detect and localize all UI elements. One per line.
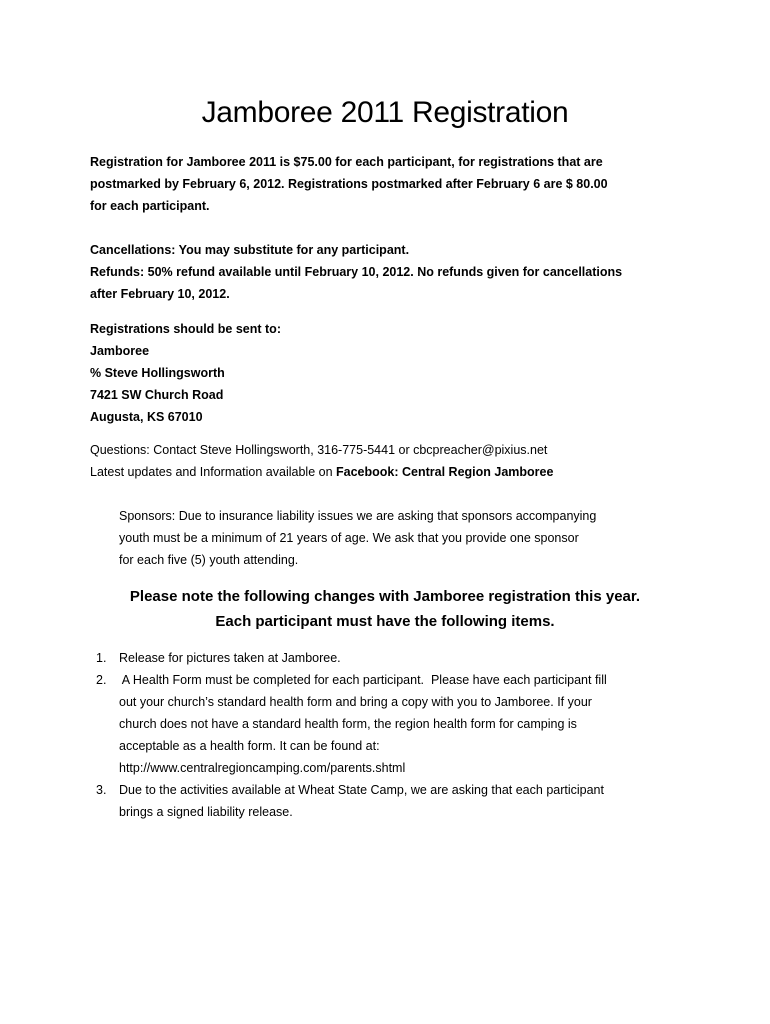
updates-line (90, 461, 690, 483)
fee-line: for each participant. (90, 199, 210, 213)
facebook-link[interactable]: Facebook: Central Region Jamboree (336, 465, 554, 479)
fee-line: Registration for Jamboree 2011 is $75.00 for each participant, for registrations that are (90, 155, 603, 169)
changes-notice (0, 584, 770, 634)
list-number: 1. (96, 651, 107, 665)
address-line: Jamboree (90, 344, 150, 358)
list-line: Release for pictures taken at Jamboree. (119, 651, 341, 665)
fee-paragraph (90, 151, 690, 217)
address-heading: Registrations should be sent to: (90, 322, 281, 336)
notice-line-2: Each participant must have the following items. (215, 613, 555, 630)
mailing-address (90, 318, 690, 428)
required-items-list (90, 647, 690, 823)
fee-line: postmarked by February 6, 2012. Registrations postmarked after February 6 are $ 80.00 (90, 177, 608, 191)
address-line: % Steve Hollingsworth (90, 366, 225, 380)
list-number: 2. (96, 673, 107, 687)
sponsors-line: for each five (5) youth attending. (119, 553, 299, 567)
list-line: acceptable as a health form. It can be found at: (119, 739, 380, 753)
list-item (90, 669, 690, 779)
page-title: Jamboree 2011 Registration (201, 96, 569, 129)
health-form-url[interactable]: http://www.centralregioncamping.com/parents.shtml (119, 761, 406, 775)
list-line: brings a signed liability release. (119, 805, 293, 819)
list-line: Due to the activities available at Wheat State Camp, we are asking that each participant (119, 783, 604, 797)
list-number: 3. (96, 783, 107, 797)
list-line: out your church’s standard health form and bring a copy with you to Jamboree. If your (119, 695, 592, 709)
list-item (90, 779, 690, 823)
updates-prefix: Latest updates and Information available on (90, 465, 337, 479)
list-line: A Health Form must be completed for each participant. Please have each participant fill (119, 673, 607, 687)
sponsors-line: Sponsors: Due to insurance liability issues we are asking that sponsors accompanying (119, 509, 597, 523)
address-line: 7421 SW Church Road (90, 388, 224, 402)
list-line: church does not have a standard health form, the region health form for camping is (119, 717, 577, 731)
refunds-line: Refunds: 50% refund available until February 10, 2012. No refunds given for cancellations (90, 265, 623, 279)
sponsors-paragraph (119, 505, 719, 571)
questions-paragraph (90, 439, 690, 483)
list-item (90, 647, 690, 669)
questions-contact-line: Questions: Contact Steve Hollingsworth, 316-775-5441 or cbcpreacher@pixius.net (90, 443, 548, 457)
cancellations-line: Cancellations: You may substitute for any participant. (90, 243, 410, 257)
cancellations-paragraph (90, 239, 690, 305)
sponsors-line: youth must be a minimum of 21 years of age. We ask that you provide one sponsor (119, 531, 579, 545)
refunds-line: after February 10, 2012. (90, 287, 230, 301)
address-line: Augusta, KS 67010 (90, 410, 203, 424)
notice-line-1: Please note the following changes with Jamboree registration this year. (129, 588, 641, 605)
